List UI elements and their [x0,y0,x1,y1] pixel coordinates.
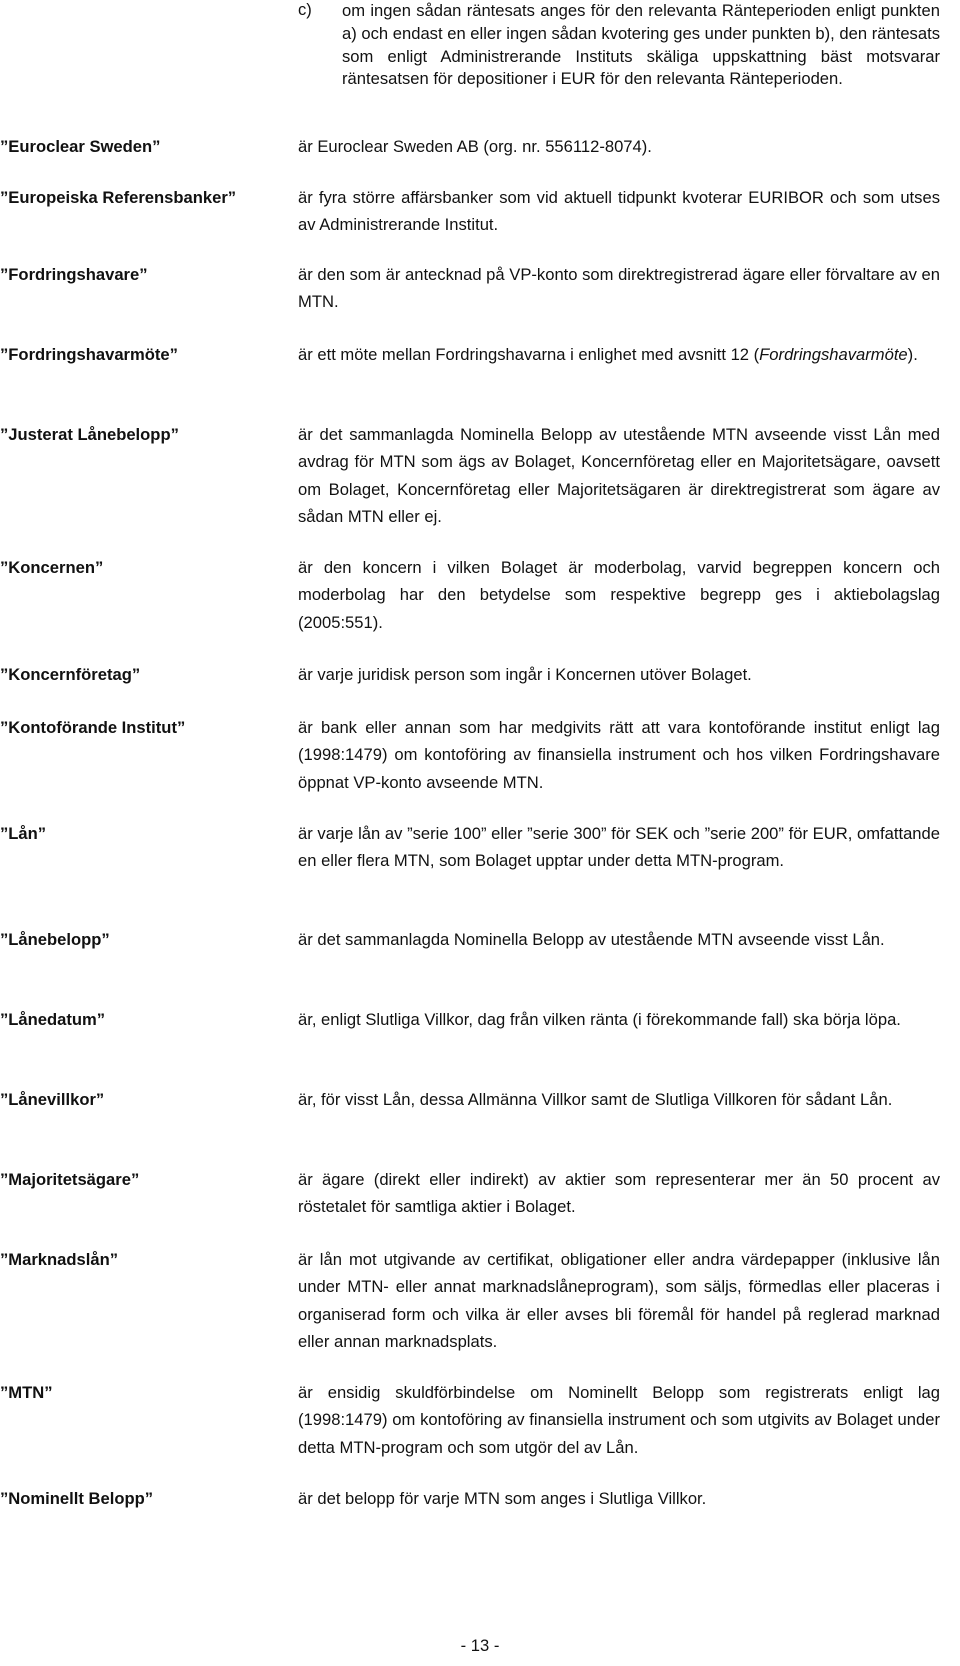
definition-term: ”Nominellt Belopp” [0,1489,154,1508]
list-item-text: om ingen sådan räntesats anges för den relevanta Ränteperioden enligt punkten a) och endast en eller ingen sådan kvotering ges under punkten b), den räntesats som enligt Administrerande Instituts skäliga uppskattning bäst motsvarar räntesatsen för depositioner i EUR för den relevanta Ränteperioden. [342,1,940,89]
definition-term: ”MTN” [0,1383,53,1402]
definition-text: är varje juridisk person som ingår i Koncernen utöver Bolaget. [298,665,752,684]
definition-text: är det belopp för varje MTN som anges i Slutliga Villkor. [298,1489,707,1508]
definition-text: är, enligt Slutliga Villkor, dag från vilken ränta (i förekommande fall) ska börja löpa. [298,1010,901,1029]
definition-text: är Euroclear Sweden AB (org. nr. 556112-8074). [298,137,652,156]
definition-term: ”Fordringshavarmöte” [0,345,178,364]
definition-term: ”Lånevillkor” [0,1090,105,1109]
definition-text: är ett möte mellan Fordringshavarna i enlighet med avsnitt 12 (Fordringshavarmöte). [298,345,918,364]
definition-term: ”Justerat Lånebelopp” [0,425,179,444]
definition-text: är ensidig skuldförbindelse om Nominellt Belopp som registrerats enligt lag (1998:1479) om kontoföring av finansiella instrument och som utgivits av Bolaget under detta MTN-program och som utgör del av Lån. [298,1383,940,1457]
definition-main-text: är ett möte mellan Fordringshavarna i enlighet med avsnitt 12 [298,345,750,364]
page-number: - 13 - [460,1636,500,1655]
definition-text: är ägare (direkt eller indirekt) av aktier som representerar mer än 50 procent av röstetalet för samtliga aktier i Bolaget. [298,1170,940,1217]
list-marker: c) [298,0,312,19]
definition-term: ”Koncernföretag” [0,665,141,684]
definition-text: är fyra större affärsbanker som vid aktuell tidpunkt kvoterar EURIBOR och som utses av Administrerande Institut. [298,188,940,235]
definition-term: ”Euroclear Sweden” [0,137,161,156]
definition-text: är, för visst Lån, dessa Allmänna Villkor samt de Slutliga Villkoren för sådant Lån. [298,1090,893,1109]
definition-term: ”Kontoförande Institut” [0,718,186,737]
definition-text: är den koncern i vilken Bolaget är moderbolag, varvid begreppen koncern och moderbolag har den betydelse som respektive begrepp ges i aktiebolagslag (2005:551). [298,558,940,632]
definition-term: ”Lånedatum” [0,1010,106,1029]
definition-term: ”Europeiska Referensbanker” [0,188,237,207]
definition-term: ”Lån” [0,824,47,843]
definition-term: ”Majoritetsägare” [0,1170,140,1189]
definition-text: är lån mot utgivande av certifikat, obligationer eller andra värdepapper (inklusive lån under MTN- eller annat marknadslåneprogram), som säljs, förmedlas eller placeras i organiserad form och vilka är eller avses bli föremål för handel på reglerad marknad eller annan marknadsplats. [298,1250,940,1352]
definition-text: är den som är antecknad på VP-konto som direktregistrerad ägare eller förvaltare av en MTN. [298,265,940,312]
intro-list-item [298,0,940,91]
definition-term: ”Fordringshavare” [0,265,148,284]
definition-text: är varje lån av ”serie 100” eller ”serie 300” för SEK och ”serie 200” för EUR, omfattande en eller flera MTN, som Bolaget upptar under detta MTN-program. [298,824,940,871]
definition-term: ”Lånebelopp” [0,930,110,949]
definition-text: är det sammanlagda Nominella Belopp av utestående MTN avseende visst Lån. [298,930,885,949]
definition-term: ”Marknadslån” [0,1250,119,1269]
definition-text: är det sammanlagda Nominella Belopp av utestående MTN avseende visst Lån med avdrag för MTN som ägs av Bolaget, Koncernföretag eller en Majoritetsägare, oavsett om Bolaget, Koncernföretag eller Majoritetsägaren är direktregistrerat som ägare av sådan MTN eller ej. [298,425,940,527]
definition-text: är bank eller annan som har medgivits rätt att vara kontoförande institut enligt lag (1998:1479) om kontoföring av finansiella instrument och hos vilken Fordringshavare öppnat VP-konto avseende MTN. [298,718,940,792]
definition-italic-reference: Fordringshavarmöte [759,345,908,364]
definition-term: ”Koncernen” [0,558,104,577]
